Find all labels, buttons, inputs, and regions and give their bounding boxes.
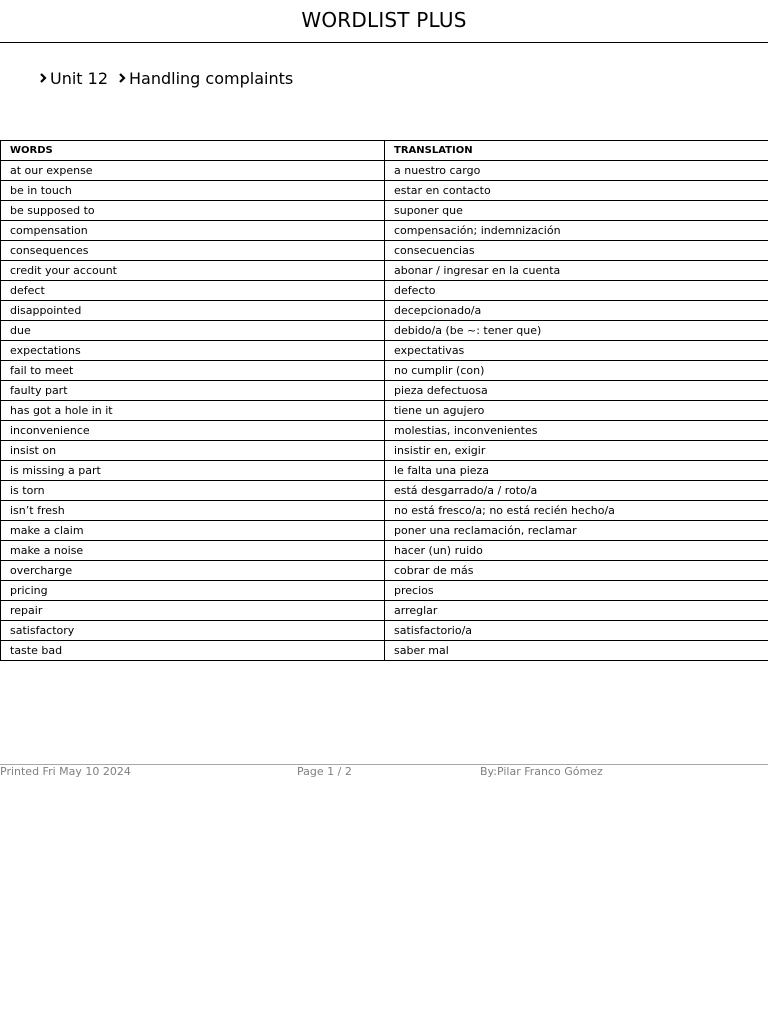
word-cell: overcharge bbox=[1, 561, 385, 581]
table-row bbox=[1, 381, 768, 401]
word-cell: faulty part bbox=[1, 381, 385, 401]
translation-cell: poner una reclamación, reclamar bbox=[385, 521, 768, 541]
translation-cell: satisfactorio/a bbox=[385, 621, 768, 641]
word-cell: consequences bbox=[1, 241, 385, 261]
word-cell: compensation bbox=[1, 221, 385, 241]
table-row bbox=[1, 581, 768, 601]
translation-cell: cobrar de más bbox=[385, 561, 768, 581]
table-row bbox=[1, 301, 768, 321]
table-row bbox=[1, 261, 768, 281]
footer-author: By:Pilar Franco Gómez bbox=[480, 765, 603, 778]
word-cell: taste bad bbox=[1, 641, 385, 661]
breadcrumb-item-unit[interactable] bbox=[38, 69, 108, 88]
translation-cell: molestias, inconvenientes bbox=[385, 421, 768, 441]
word-cell: at our expense bbox=[1, 161, 385, 181]
table-row bbox=[1, 321, 768, 341]
word-cell: has got a hole in it bbox=[1, 401, 385, 421]
translation-cell: está desgarrado/a / roto/a bbox=[385, 481, 768, 501]
table-row bbox=[1, 341, 768, 361]
table-row bbox=[1, 501, 768, 521]
column-header-translation: TRANSLATION bbox=[385, 141, 768, 161]
word-cell: inconvenience bbox=[1, 421, 385, 441]
table-row bbox=[1, 441, 768, 461]
translation-cell: hacer (un) ruido bbox=[385, 541, 768, 561]
word-cell: isn’t fresh bbox=[1, 501, 385, 521]
wordlist-table bbox=[0, 140, 768, 661]
column-header-words: WORDS bbox=[1, 141, 385, 161]
table-row bbox=[1, 281, 768, 301]
table-row bbox=[1, 161, 768, 181]
translation-cell: saber mal bbox=[385, 641, 768, 661]
translation-cell: no cumplir (con) bbox=[385, 361, 768, 381]
table-row bbox=[1, 641, 768, 661]
breadcrumb-label-unit: Unit 12 bbox=[50, 68, 109, 88]
word-cell: repair bbox=[1, 601, 385, 621]
breadcrumb-item-topic[interactable] bbox=[117, 69, 293, 88]
table-row bbox=[1, 481, 768, 501]
table-row bbox=[1, 181, 768, 201]
word-cell: is missing a part bbox=[1, 461, 385, 481]
table-body bbox=[1, 161, 768, 661]
translation-cell: estar en contacto bbox=[385, 181, 768, 201]
table-row bbox=[1, 561, 768, 581]
translation-cell: defecto bbox=[385, 281, 768, 301]
translation-cell: precios bbox=[385, 581, 768, 601]
table-row bbox=[1, 401, 768, 421]
table-row bbox=[1, 241, 768, 261]
word-cell: expectations bbox=[1, 341, 385, 361]
translation-cell: pieza defectuosa bbox=[385, 381, 768, 401]
translation-cell: expectativas bbox=[385, 341, 768, 361]
table-row bbox=[1, 521, 768, 541]
chevron-right-icon bbox=[38, 71, 48, 85]
translation-cell: a nuestro cargo bbox=[385, 161, 768, 181]
word-cell: insist on bbox=[1, 441, 385, 461]
word-cell: make a noise bbox=[1, 541, 385, 561]
word-cell: disappointed bbox=[1, 301, 385, 321]
translation-cell: debido/a (be ~: tener que) bbox=[385, 321, 768, 341]
translation-cell: consecuencias bbox=[385, 241, 768, 261]
word-cell: be supposed to bbox=[1, 201, 385, 221]
word-cell: pricing bbox=[1, 581, 385, 601]
translation-cell: tiene un agujero bbox=[385, 401, 768, 421]
breadcrumb-label-topic: Handling complaints bbox=[129, 68, 294, 88]
word-cell: satisfactory bbox=[1, 621, 385, 641]
table-row bbox=[1, 221, 768, 241]
table-row bbox=[1, 461, 768, 481]
translation-cell: suponer que bbox=[385, 201, 768, 221]
word-cell: fail to meet bbox=[1, 361, 385, 381]
word-cell: make a claim bbox=[1, 521, 385, 541]
table-row bbox=[1, 541, 768, 561]
table-row bbox=[1, 421, 768, 441]
translation-cell: arreglar bbox=[385, 601, 768, 621]
page-title: WORDLIST PLUS bbox=[301, 8, 467, 32]
translation-cell: compensación; indemnización bbox=[385, 221, 768, 241]
title-divider bbox=[0, 42, 768, 43]
word-cell: be in touch bbox=[1, 181, 385, 201]
footer-printed-date: Printed Fri May 10 2024 bbox=[0, 765, 131, 778]
translation-cell: le falta una pieza bbox=[385, 461, 768, 481]
breadcrumb bbox=[38, 68, 302, 88]
table-header-row bbox=[1, 141, 768, 161]
chevron-right-icon bbox=[117, 71, 127, 85]
translation-cell: decepcionado/a bbox=[385, 301, 768, 321]
table-row bbox=[1, 621, 768, 641]
word-cell: defect bbox=[1, 281, 385, 301]
table-row bbox=[1, 601, 768, 621]
word-cell: due bbox=[1, 321, 385, 341]
translation-cell: abonar / ingresar en la cuenta bbox=[385, 261, 768, 281]
word-cell: is torn bbox=[1, 481, 385, 501]
translation-cell: no está fresco/a; no está recién hecho/a bbox=[385, 501, 768, 521]
word-cell: credit your account bbox=[1, 261, 385, 281]
footer-page-number: Page 1 / 2 bbox=[297, 765, 352, 778]
translation-cell: insistir en, exigir bbox=[385, 441, 768, 461]
table-row bbox=[1, 361, 768, 381]
table-row bbox=[1, 201, 768, 221]
